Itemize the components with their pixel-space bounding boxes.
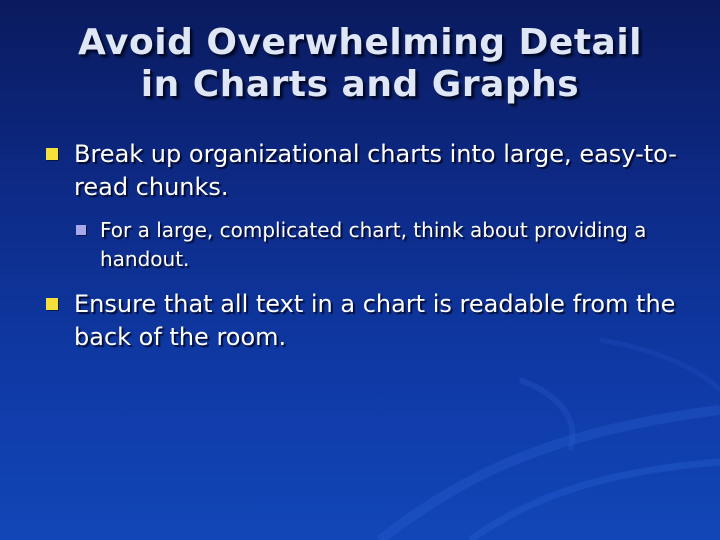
slide-title-line-1: Avoid Overwhelming Detail	[77, 22, 643, 63]
sub-bullet-text-1: For a large, complicated chart, think about providing a handout.	[100, 218, 647, 271]
slide-title	[20, 22, 700, 106]
square-bullet-icon	[46, 148, 58, 160]
square-bullet-icon	[46, 298, 58, 310]
square-sub-bullet-icon	[76, 225, 86, 235]
bullet-item-1	[44, 138, 684, 204]
bullet-list	[44, 138, 684, 366]
slide-title-line-2: in Charts and Graphs	[140, 64, 580, 105]
bullet-item-2	[44, 288, 684, 354]
bullet-text-2: Ensure that all text in a chart is readable from the back of the room.	[74, 290, 676, 351]
sub-bullet-item-1	[74, 216, 684, 274]
bullet-text-1: Break up organizational charts into large, easy-to-read chunks.	[74, 140, 677, 201]
